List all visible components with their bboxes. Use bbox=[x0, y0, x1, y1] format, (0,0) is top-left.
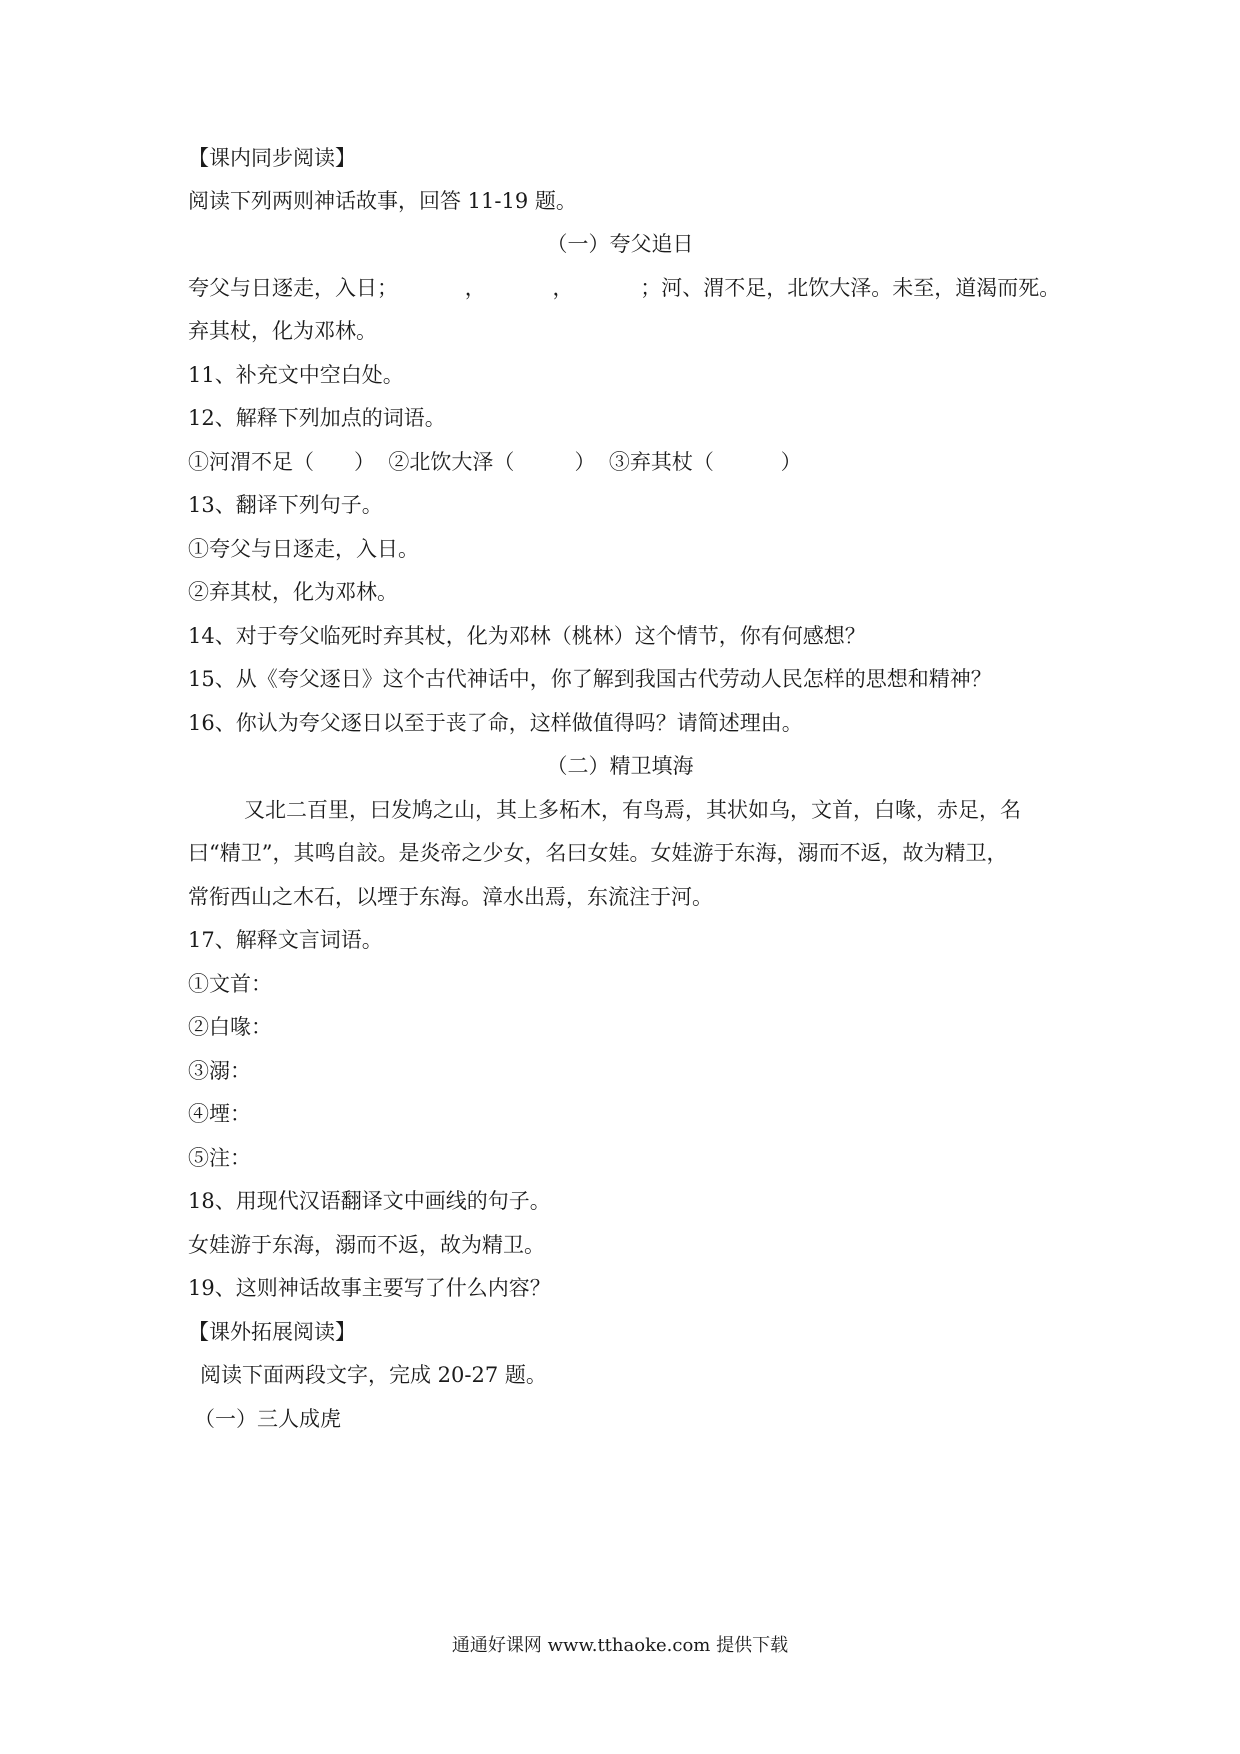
story-title-jingwei: （二）精卫填海 bbox=[546, 754, 694, 778]
story-text-line: 曰“精卫”，其鸣自詨。是炎帝之少女，名曰女娃。女娃游于东海，溺而不返，故为精卫， bbox=[188, 841, 1008, 865]
story-text-line: 常衔西山之木石，以堙于东海。漳水出焉，东流注于河。 bbox=[188, 885, 713, 909]
question-16: 16、你认为夸父逐日以至于丧了命，这样做值得吗？请简述理由。 bbox=[188, 711, 803, 735]
question-18: 18、用现代汉语翻译文中画线的句子。 bbox=[188, 1189, 551, 1213]
question-11: 11、补充文中空白处。 bbox=[188, 363, 404, 387]
page-footer: 通通好课网 www.tthaoke.com 提供下载 bbox=[451, 1635, 789, 1656]
question-14: 14、对于夸父临死时弃其杖，化为邓林（桃林）这个情节，你有何感想？ bbox=[188, 624, 866, 648]
question-18-sentence: 女娃游于东海，溺而不返，故为精卫。 bbox=[188, 1233, 545, 1257]
section-heading-extra: 【课外拓展阅读】 bbox=[188, 1320, 356, 1344]
story-text-line: 夸父与日逐走，入日； ， ， ；河、渭不足，北饮大泽。未至，道渴而死。 bbox=[188, 276, 1061, 300]
question-13: 13、翻译下列句子。 bbox=[188, 493, 383, 517]
question-17: 17、解释文言词语。 bbox=[188, 928, 383, 952]
instruction-text: 阅读下列两则神话故事，回答 11-19 题。 bbox=[188, 189, 577, 213]
question-19: 19、这则神话故事主要写了什么内容？ bbox=[188, 1276, 551, 1300]
question-17-item: ④堙： bbox=[188, 1102, 251, 1126]
story-text-line: 弃其杖，化为邓林。 bbox=[188, 319, 377, 343]
question-12-items: ①河渭不足（ ） ②北饮大泽（ ） ③弃其杖（ ） bbox=[188, 450, 802, 474]
instruction-text: 阅读下面两段文字，完成 20-27 题。 bbox=[200, 1363, 547, 1387]
question-13-item: ②弃其杖，化为邓林。 bbox=[188, 580, 398, 604]
section-heading-in-class: 【课内同步阅读】 bbox=[188, 146, 356, 170]
question-17-item: ⑤注： bbox=[188, 1146, 251, 1170]
story-title-kuafu: （一）夸父追日 bbox=[546, 232, 694, 256]
question-12: 12、解释下列加点的词语。 bbox=[188, 406, 446, 430]
story-text-line: 又北二百里，曰发鸠之山，其上多柘木，有鸟焉，其状如乌，文首，白喙，赤足，名 bbox=[244, 798, 1021, 822]
question-13-item: ①夸父与日逐走，入日。 bbox=[188, 537, 419, 561]
question-17-item: ②白喙： bbox=[188, 1015, 272, 1039]
story-title-sanren: （一）三人成虎 bbox=[194, 1407, 341, 1431]
question-15: 15、从《夸父逐日》这个古代神话中，你了解到我国古代劳动人民怎样的思想和精神？ bbox=[188, 667, 992, 691]
question-17-item: ①文首： bbox=[188, 972, 272, 996]
question-17-item: ③溺： bbox=[188, 1059, 251, 1083]
